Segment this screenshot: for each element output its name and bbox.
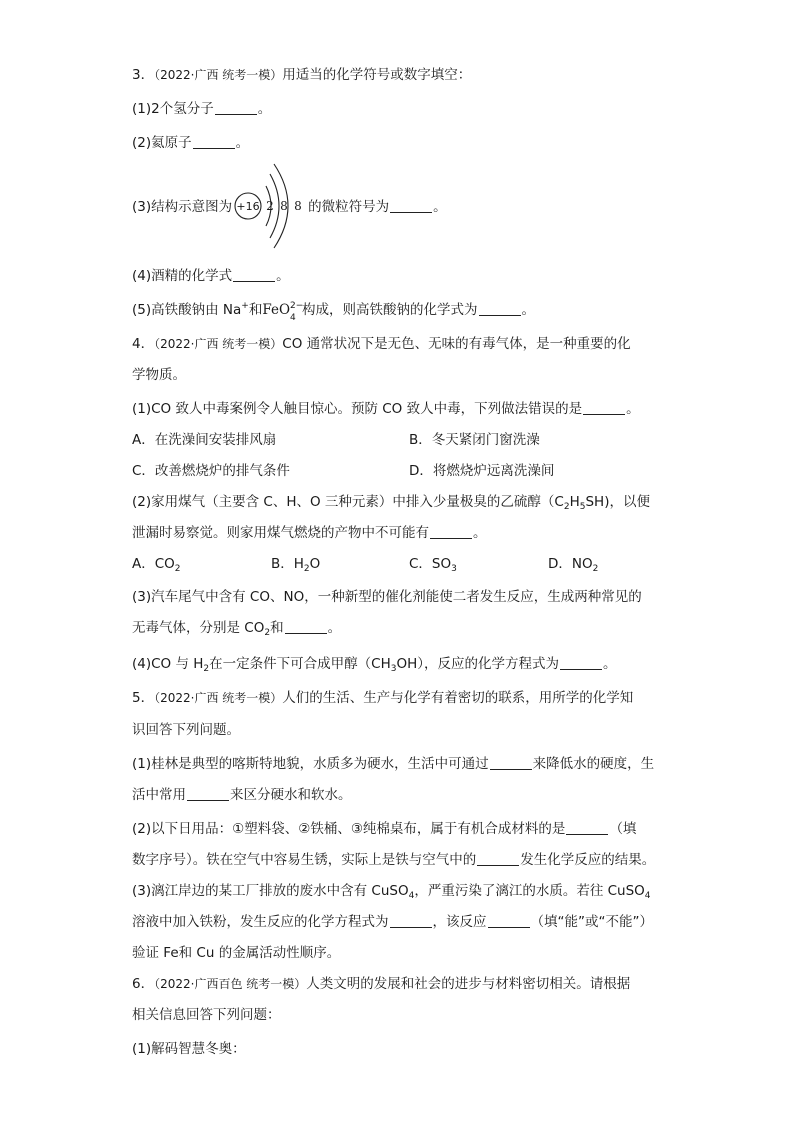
q3-heading [132, 67, 471, 83]
q5-part1-cont: 活中常用 来区分硬水和软水。 [132, 787, 352, 803]
answer-blank[interactable] [560, 657, 602, 670]
q5-part1: (1)桂林是典型的喀斯特地貌，水质多为硬水，生活中可通过 来降低水的硬度，生 [132, 756, 655, 772]
q3-part4: (4)酒精的化学式 。 [132, 268, 290, 284]
q5-part3-cont: 溶液中加入铁粉，发生反应的化学方程式为 ，该反应 （填“能”或“不能”） [132, 914, 653, 930]
q4-part3-cont: 无毒气体，分别是 $CO_2$和 。 [132, 620, 342, 638]
q5-part3-cont2: 验证 Fe和 Cu 的金属活动性顺序。 [132, 945, 341, 961]
nucleus-charge: +16 [236, 200, 260, 213]
q4-p1-option-a[interactable]: A．在洗澡间安装排风扇 [132, 432, 277, 448]
q5-heading [132, 690, 633, 706]
answer-blank[interactable] [390, 200, 432, 213]
q4-p1-option-d[interactable]: D．将燃烧炉远离洗澡间 [409, 463, 555, 479]
question-number: 3． [132, 67, 155, 83]
shell-electrons-1: 2 [266, 199, 274, 213]
answer-blank[interactable] [566, 822, 608, 835]
answer-blank[interactable] [583, 402, 625, 415]
q3-part1: (1)2个氢分子 。 [132, 101, 272, 117]
question-source: （2022·广西 统考一模） [154, 337, 283, 351]
answer-blank[interactable] [233, 269, 275, 282]
answer-blank[interactable] [285, 621, 327, 634]
q4-p2-option-c[interactable]: C．$SO_3$ [409, 556, 457, 574]
answer-blank[interactable] [479, 303, 521, 316]
answer-blank[interactable] [430, 526, 472, 539]
question-source: （2022·广西 统考一模） [154, 691, 283, 705]
q4-heading [132, 336, 631, 352]
q6-part1: (1)解码智慧冬奥： [132, 1041, 246, 1057]
question-stem: 人类文明的发展和社会的进步与材料密切相关。请根据 [306, 976, 631, 992]
question-source: （2022·广西百色 统考一模） [154, 977, 307, 991]
answer-blank[interactable] [477, 853, 519, 866]
question-number: 4． [132, 336, 155, 352]
question-stem: 用适当的化学符号或数字填空： [282, 67, 472, 83]
q4-p2-option-a[interactable]: A．$CO_2$ [132, 556, 181, 574]
answer-blank[interactable] [490, 757, 532, 770]
q5-heading-cont: 识回答下列问题。 [132, 722, 240, 738]
shell-electrons-3: 8 [294, 199, 302, 213]
answer-blank[interactable] [390, 915, 432, 928]
q6-heading [132, 976, 630, 992]
answer-blank[interactable] [215, 102, 257, 115]
question-number: 6． [132, 976, 155, 992]
q4-heading-cont: 学物质。 [132, 367, 186, 383]
answer-blank[interactable] [488, 915, 530, 928]
question-stem: CO 通常状况下是无色、无味的有毒气体，是一种重要的化 [282, 336, 631, 352]
q3-part2: (2)氦原子 。 [132, 135, 250, 151]
q4-p1-option-c[interactable]: C．改善燃烧炉的排气条件 [132, 463, 290, 479]
question-stem: 人们的生活、生产与化学有着密切的联系，用所学的化学知 [282, 690, 634, 706]
q4-p2-option-d[interactable]: D．$NO_2$ [548, 556, 599, 574]
answer-blank[interactable] [187, 788, 229, 801]
q5-part3: (3)漓江岸边的某工厂排放的废水中含有 CuSO$_4$，严重污染了漓江的水质。若往 CuSO$_4$ [132, 883, 651, 901]
q4-p2-option-b[interactable]: B．$H_2O$ [271, 556, 321, 574]
q3-part5: (5)高铁酸钠由 Na+和FeO 2− 4 构成，则高铁酸钠的化学式为 。 [132, 301, 536, 323]
q4-part2-cont: 泄漏时易察觉。则家用煤气燃烧的产物中不可能有 。 [132, 525, 487, 541]
atom-structure-diagram [230, 160, 310, 252]
answer-blank[interactable] [193, 136, 235, 149]
q4-part1: (1)CO 致人中毒案例令人触目惊心。预防 CO 致人中毒，下列做法错误的是 。 [132, 401, 640, 417]
q4-part3: (3)汽车尾气中含有 CO、NO，一种新型的催化剂能使二者发生反应，生成两种常见的 [132, 589, 642, 605]
q3-part3: (3)结构示意图为 的微粒符号为 。 [132, 199, 447, 215]
question-number: 5． [132, 690, 155, 706]
question-source: （2022·广西 统考一模） [154, 68, 283, 82]
q4-p1-option-b[interactable]: B．冬天紧闭门窗洗澡 [409, 432, 540, 448]
q4-part4: (4)CO 与 $H_2$在一定条件下可合成甲醇$(CH_3OH)$，反应的化学方程式为 。 [132, 656, 617, 674]
shell-electrons-2: 8 [280, 199, 288, 213]
q6-heading-cont: 相关信息回答下列问题： [132, 1007, 281, 1023]
q5-part2: (2)以下日用品：①塑料袋、②铁桶、③纯棉桌布，属于有机合成材料的是 （填 [132, 821, 637, 837]
q5-part2-cont: 数字序号）。铁在空气中容易生锈，实际上是铁与空气中的 发生化学反应的结果。 [132, 852, 656, 868]
q4-part2: (2)家用煤气（主要含 C、H、O 三种元素）中排入少量极臭的乙硫醇$(C_2H_5SH)$，以便 [132, 494, 650, 512]
